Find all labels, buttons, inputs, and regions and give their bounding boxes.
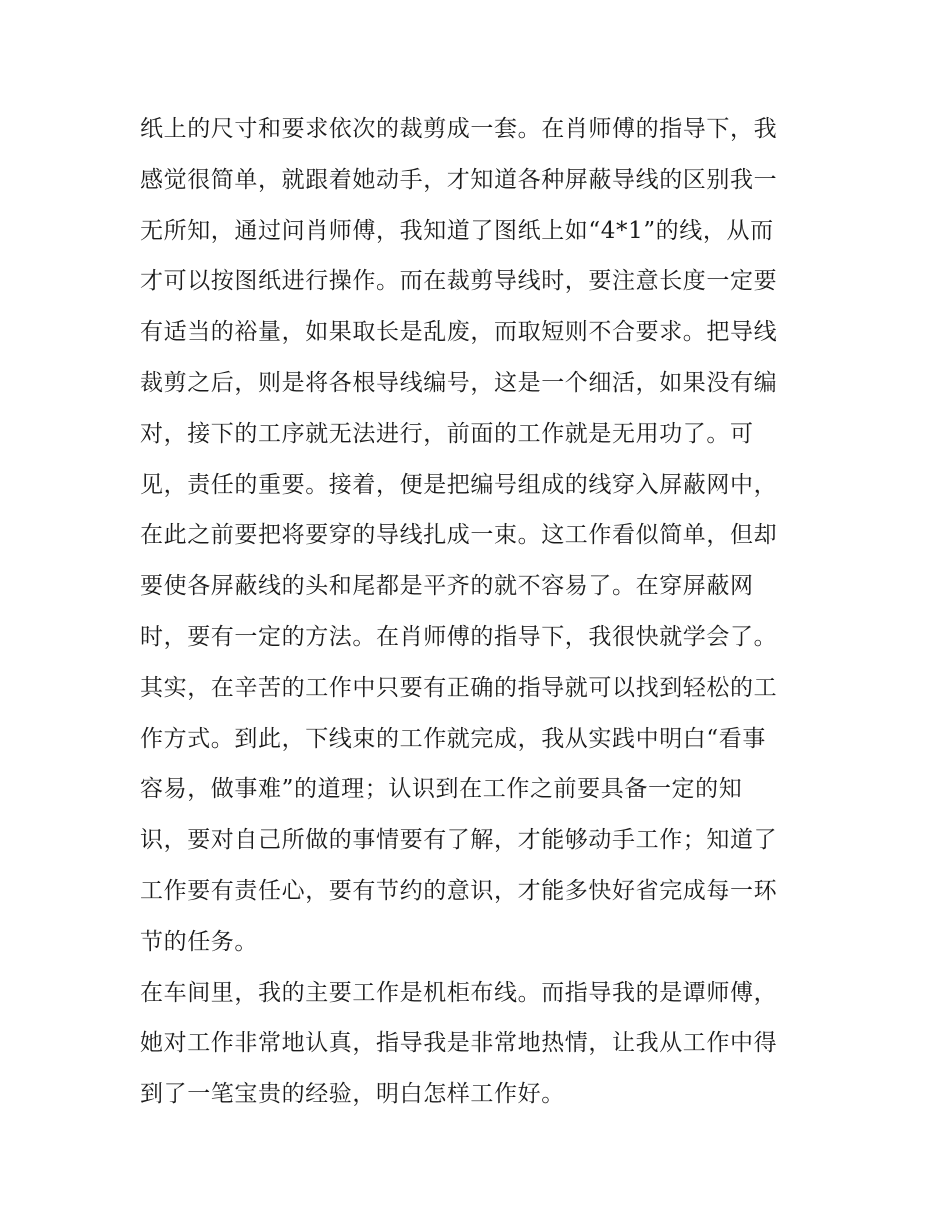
text-line: 时，要有一定的方法。在肖师傅的指导下，我很快就学会了。: [140, 623, 778, 650]
text-line: 工作要有责任心，要有节约的意识，才能多快好省完成每一环: [140, 877, 778, 904]
text-line: 到了一笔宝贵的经验，明白怎样工作好。: [140, 1081, 565, 1108]
text-line: 节的任务。: [140, 928, 258, 955]
text-line: 其实，在辛苦的工作中只要有正确的指导就可以找到轻松的工: [140, 674, 778, 701]
text-line: 识，要对自己所做的事情要有了解，才能够动手工作；知道了: [140, 827, 778, 854]
text-line: 作方式。到此，下线束的工作就完成，我从实践中明白“看事: [140, 725, 766, 752]
text-line: 有适当的裕量，如果取长是乱废，而取短则不合要求。把导线: [140, 319, 778, 346]
text-line: 在此之前要把将要穿的导线扎成一束。这工作看似简单，但却: [140, 522, 778, 549]
text-line: 才可以按图纸进行操作。而在裁剪导线时，要注意长度一定要: [140, 268, 778, 295]
text-line: 无所知，通过问肖师傅，我知道了图纸上如“4*1”的线，从而: [140, 217, 774, 244]
text-line: 纸上的尺寸和要求依次的裁剪成一套。在肖师傅的指导下，我: [140, 116, 778, 142]
text-line: 裁剪之后，则是将各根导线编号，这是一个细活，如果没有编: [140, 369, 778, 396]
text-line: 对，接下的工序就无法进行，前面的工作就是无用功了。可: [140, 420, 754, 447]
document-body: [140, 104, 830, 1120]
text-line: 见，责任的重要。接着，便是把编号组成的线穿入屏蔽网中，: [140, 471, 778, 498]
text-line: 要使各屏蔽线的头和尾都是平齐的就不容易了。在穿屏蔽网: [140, 573, 754, 600]
text-line: 在车间里，我的主要工作是机柜布线。而指导我的是谭师傅，: [140, 979, 778, 1006]
text-line: 她对工作非常地认真，指导我是非常地热情，让我从工作中得: [140, 1030, 778, 1057]
text-line: 感觉很简单，就跟着她动手，才知道各种屏蔽导线的区别我一: [140, 166, 778, 193]
text-line: 容易，做事难”的道理；认识到在工作之前要具备一定的知: [140, 776, 743, 803]
